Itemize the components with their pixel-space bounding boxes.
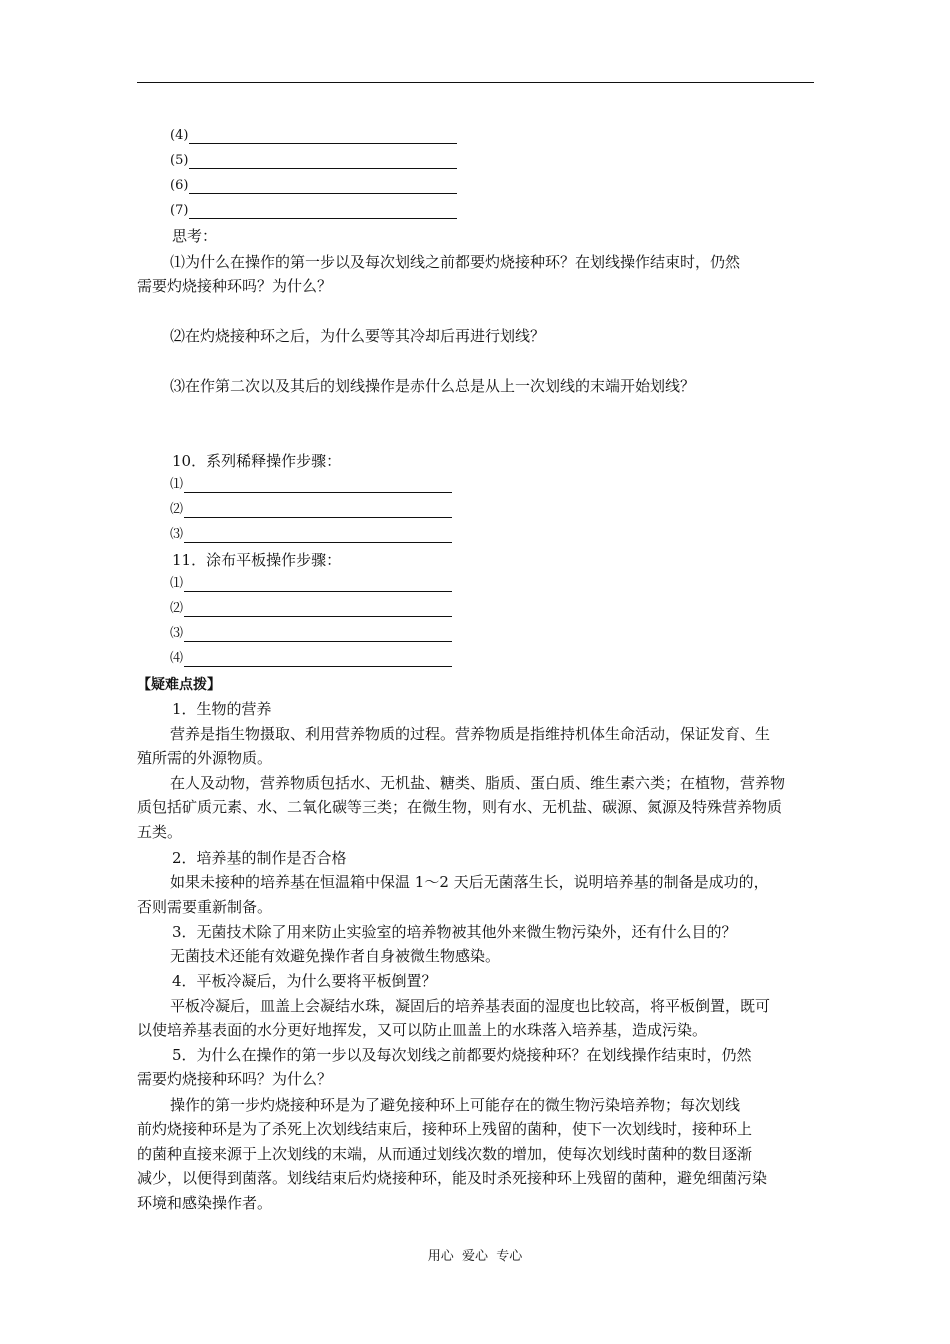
point-5-title: 5．为什么在操作的第一步以及每次划线之前都要灼烧接种环？在划线操作结束时，仍然: [172, 1046, 752, 1064]
paragraph-line: 无菌技术还能有效避免操作者自身被微生物感染。: [170, 947, 501, 965]
blank-number: ⑴: [170, 576, 184, 591]
blank-line[interactable]: [184, 503, 452, 518]
blank-number: (6): [170, 178, 189, 193]
paragraph-line: 五类。: [137, 823, 183, 841]
think-question-3: ⑶在作第二次以及其后的划线操作是赤什么总是从上一次划线的末端开始划线？: [170, 377, 696, 395]
blank-item[interactable]: [170, 477, 452, 493]
paragraph-line: 否则需要重新制备。: [137, 898, 273, 916]
point-1-title: 1．生物的营养: [172, 700, 272, 718]
blank-number: ⑴: [170, 477, 184, 492]
paragraph-line: 减少，以便得到菌落。划线结束后灼烧接种环，能及时杀死接种环上残留的菌种，避免细菌污染: [137, 1169, 768, 1187]
blank-line[interactable]: [189, 204, 457, 219]
blank-item[interactable]: [170, 153, 457, 169]
blank-item[interactable]: [170, 626, 452, 642]
think-question-2: ⑵在灼烧接种环之后，为什么要等其冷却后再进行划线？: [170, 327, 546, 345]
blank-line[interactable]: [184, 652, 452, 667]
blank-item[interactable]: [170, 502, 452, 518]
blank-number: (4): [170, 128, 189, 143]
blank-number: ⑵: [170, 502, 184, 517]
blank-item[interactable]: [170, 128, 457, 144]
blank-item[interactable]: [170, 576, 452, 592]
paragraph-line: 前灼烧接种环是为了杀死上次划线结束后，接种环上残留的菌种，使下一次划线时，接种环上: [137, 1120, 753, 1138]
paragraph-line: 在人及动物，营养物质包括水、无机盐、糖类、脂质、蛋白质、维生素六类；在植物，营养物: [170, 774, 786, 792]
blank-number: ⑶: [170, 626, 184, 641]
blank-line[interactable]: [184, 577, 452, 592]
point-4-title: 4．平板冷凝后，为什么要将平板倒置？: [172, 972, 437, 990]
page-footer: 用心 爱心 专心: [427, 1249, 523, 1264]
blank-line[interactable]: [189, 129, 457, 144]
blank-line[interactable]: [189, 154, 457, 169]
blank-line[interactable]: [189, 179, 457, 194]
paragraph-line: 平板冷凝后，皿盖上会凝结水珠，凝固后的培养基表面的湿度也比较高，将平板倒置，既可: [170, 997, 771, 1015]
blank-line[interactable]: [184, 478, 452, 493]
section-11-title: 11．涂布平板操作步骤：: [172, 551, 342, 569]
blank-item[interactable]: [170, 651, 452, 667]
paragraph-line: 需要灼烧接种环吗？为什么？: [137, 1070, 333, 1088]
paragraph-line: 操作的第一步灼烧接种环是为了避免接种环上可能存在的微生物污染培养物；每次划线: [170, 1096, 741, 1114]
blank-item[interactable]: [170, 601, 452, 617]
blank-number: ⑷: [170, 651, 184, 666]
paragraph-line: 殖所需的外源物质。: [137, 749, 273, 767]
difficulty-heading: 【疑难点拨】: [137, 677, 221, 693]
point-3-title: 3．无菌技术除了用来防止实验室的培养物被其他外来微生物污染外，还有什么目的？: [172, 923, 737, 941]
header-rule: [137, 82, 814, 83]
blank-item[interactable]: [170, 178, 457, 194]
paragraph-line: 质包括矿质元素、水、二氧化碳等三类；在微生物，则有水、无机盐、碳源、氮源及特殊营养物质: [137, 798, 783, 816]
think-label: 思考：: [172, 227, 218, 245]
blank-line[interactable]: [184, 602, 452, 617]
paragraph-line: 以使培养基表面的水分更好地挥发，又可以防止皿盖上的水珠落入培养基，造成污染。: [137, 1021, 708, 1039]
blank-item[interactable]: [170, 203, 457, 219]
blank-number: ⑵: [170, 601, 184, 616]
blank-number: (5): [170, 153, 189, 168]
paragraph-line: 的菌种直接来源于上次划线的末端，从而通过划线次数的增加，使每次划线时菌种的数目逐渐: [137, 1145, 753, 1163]
blank-line[interactable]: [184, 528, 452, 543]
blank-number: ⑶: [170, 527, 184, 542]
think-question-1-cont: 需要灼烧接种环吗？为什么？: [137, 277, 333, 295]
blank-line[interactable]: [184, 627, 452, 642]
paragraph-line: 环境和感染操作者。: [137, 1194, 273, 1212]
section-10-title: 10．系列稀释操作步骤：: [172, 452, 342, 470]
blank-number: (7): [170, 203, 189, 218]
paragraph-line: 如果未接种的培养基在恒温箱中保温 1～2 天后无菌落生长，说明培养基的制备是成功的，: [170, 873, 769, 891]
paragraph-line: 营养是指生物摄取、利用营养物质的过程。营养物质是指维持机体生命活动，保证发育、生: [170, 725, 771, 743]
blank-item[interactable]: [170, 527, 452, 543]
think-question-1: ⑴为什么在操作的第一步以及每次划线之前都要灼烧接种环？在划线操作结束时，仍然: [170, 253, 741, 271]
point-2-title: 2．培养基的制作是否合格: [172, 849, 347, 867]
